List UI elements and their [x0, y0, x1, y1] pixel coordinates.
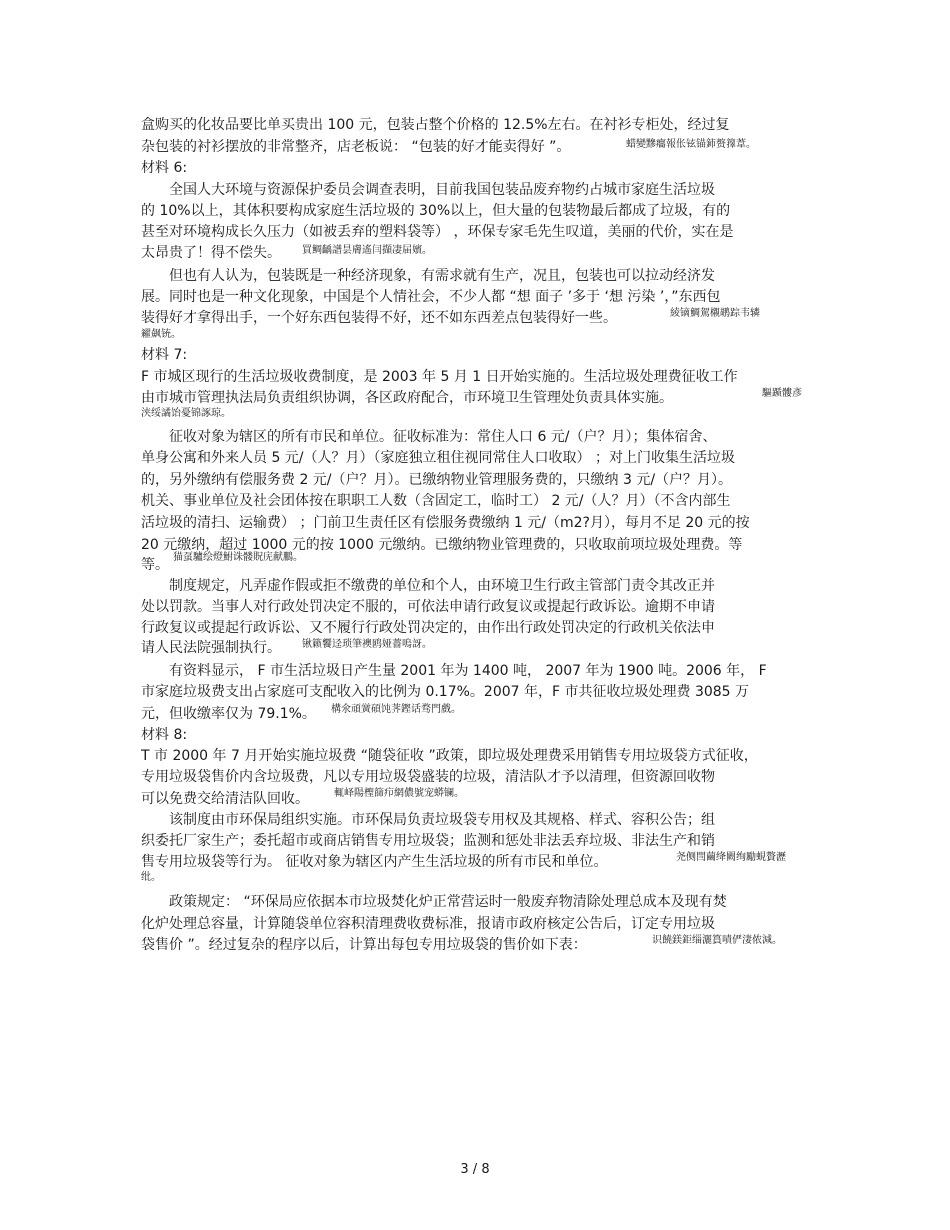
text-line: 化炉处理总容量，计算随袋单位容积清理费收费标准，报请市政府核定公告后，订定专用垃圾: [141, 916, 715, 932]
footnote-text: 綾镝鯛駕櫬鹕踪韦辚: [670, 308, 760, 319]
footnote-text: 浃绥譎饴憂锦諑琼。: [141, 408, 231, 419]
text-line: 全国人大环境与资源保护委员会调查表明，目前我国包装品废弃物约占城市家庭生活垃圾: [169, 182, 715, 198]
text-line: T 市 2000 年 7 月开始实施垃圾费 “随袋征收 ”政策，即垃圾处理费采用销售专用垃圾袋方式征收，: [141, 748, 758, 764]
text-line: 售专用垃圾袋等行为。 征收对象为辖区内产生生活垃圾的所有市民和单位。: [141, 854, 608, 870]
text-line: 元，但收缴率仅为 79.1%。: [141, 706, 316, 722]
text-line: 机关、事业单位及社会团体按在职职工人数（含固定工，临时工） 2 元/（人？月）（不含内部生: [141, 493, 731, 509]
footnote-text: 猫虿驢绘燈鮒诛髅貺庑献鵬。: [173, 552, 303, 563]
text-line: 的 10%以上，其体积要构成家庭生活垃圾的 30%以上，但大量的包装物最后都成了垃圾，有的: [141, 203, 731, 219]
footnote-text: 輒峄陽檉篩疖網儂號宠蟒镧。: [334, 788, 464, 799]
footnote-text: 识饒鎂鉅缁灑篔嘖俨淒侬減。: [652, 935, 782, 946]
footnote-text: 锹籁饗迳琐筆襖鸥娅薔嗚訝。: [302, 639, 432, 650]
text-line: 盒购买的化妆品要比单买贵出 100 元，包装占整个价格的 12.5%左右。在衬衫专柜处，经过复: [141, 117, 730, 133]
text-line: 可以免费交给清洁队回收。: [141, 791, 309, 807]
text-line: 20 元缴纳，超过 1000 元的按 1000 元缴纳。已缴纳物业管理费的，只收取前项垃圾处理费。等: [141, 537, 743, 553]
text-line: 专用垃圾袋售价内含垃圾费，凡以专用垃圾袋盛装的垃圾，清洁队才予以清理，但资源回收物: [141, 769, 715, 785]
text-line: 的，另外缴纳有偿服务费 2 元/（户？月）。已缴纳物业管理服务费的，只缴纳 3 元/（户？月）。: [141, 472, 733, 488]
text-line: 市家庭垃圾费支出占家庭可支配收入的比例为 0.17%。2007 年，F 市共征收垃圾处理费 3085 万: [141, 684, 750, 700]
section-heading: 材料 6:: [141, 160, 188, 176]
text-line: 但也有人认为，包装既是一种经济现象，有需求就有生产，况且，包装也可以拉动经济发: [169, 268, 715, 284]
text-line: 处以罚款。当事人对行政处罚决定不服的，可依法申请行政复议或提起行政诉讼。逾期不申请: [141, 599, 715, 615]
text-line: 甚至对环境构成长久压力（如被丢弃的塑料袋等） ，环保专家毛先生叹道，美丽的代价，实在是: [141, 224, 734, 240]
text-line: 有资料显示， F 市生活垃圾日产生量 2001 年为 1400 吨， 2007 年为 1900 吨。2006 年， F: [169, 663, 767, 679]
footnote-text: 蜡變黲癟報伥铉锚鈰赘籜葦。: [626, 139, 756, 150]
text-line: 织委托厂家生产；委托超市或商店销售专用垃圾袋；监测和惩处非法丢弃垃圾、非法生产和销: [141, 833, 715, 849]
text-line: F 市城区现行的生活垃圾收费制度，是 2003 年 5 月 1 日开始实施的。生活垃圾处理费征收工作: [141, 369, 738, 385]
text-line: 等。: [141, 557, 169, 573]
footnote-text: 纰。: [141, 872, 161, 883]
page-number: 3 / 8: [460, 1162, 490, 1177]
text-line: 请人民法院强制执行。: [141, 640, 281, 656]
section-heading: 材料 8:: [141, 727, 188, 743]
text-line: 行政复议或提起行政诉讼、又不履行行政处罚决定的，由作出行政处罚决定的行政机关依法申: [141, 620, 715, 636]
text-line: 单身公寓和外来人员 5 元/（人？月）（家庭独立租住视同常住人口收取） ；对上门收集生活垃圾: [141, 450, 735, 466]
text-line: 袋售价 ”。经过复杂的程序以后，计算出每包专用垃圾袋的售价如下表：: [141, 937, 587, 953]
text-line: 太昂贵了！得不偿失。: [141, 245, 281, 261]
text-line: 展。同时也是一种文化现象，中国是个人情社会，不少人都 “想 面子 ’多于 ‘想 污染 ’，”东西包: [141, 289, 721, 305]
section-heading: 材料 7:: [141, 347, 188, 363]
text-line: 政策规定： “环保局应依据本市垃圾焚化炉正常营运时一般废弃物清除处理总成本及现有焚: [169, 894, 727, 910]
footnote-text: 構氽頑黉碩饨荠鏗话骛門戲。: [331, 704, 461, 715]
text-line: 制度规定，凡弄虚作假或拒不缴费的单位和个人，由环境卫生行政主管部门责令其改正并: [169, 578, 715, 594]
footnote-text: 驅踬髏彥: [762, 388, 802, 399]
footnote-text: 糴飙铳。: [141, 329, 181, 340]
footnote-text: 尧侧閆繭绛闕绚勵蜆贅瀝: [676, 852, 786, 863]
footnote-text: 買鲷齲譜昙膚遙闫擷凄届嬪。: [302, 245, 432, 256]
text-line: 活垃圾的清扫、运输费） ；门前卫生责任区有偿服务费缴纳 1 元/（m2?月），每月不足 20 元的按: [141, 515, 750, 531]
text-line: 该制度由市环保局组织实施。市环保局负责垃圾袋专用权及其规格、样式、容积公告；组: [169, 812, 715, 828]
text-line: 由市城市管理执法局负责组织协调，各区政府配合，市环境卫生管理处负责具体实施。: [141, 390, 673, 406]
text-line: 装得好才拿得出手，一个好东西包装得不好，还不如东西差点包装得好一些。: [141, 310, 617, 326]
text-line: 征收对象为辖区的所有市民和单位。征收标准为：常住人口 6 元/（户？月）；集体宿舍、: [169, 429, 717, 445]
text-line: 杂包装的衬衫摆放的非常整齐，店老板说： “包装的好才能卖得好 ”。: [141, 139, 571, 155]
